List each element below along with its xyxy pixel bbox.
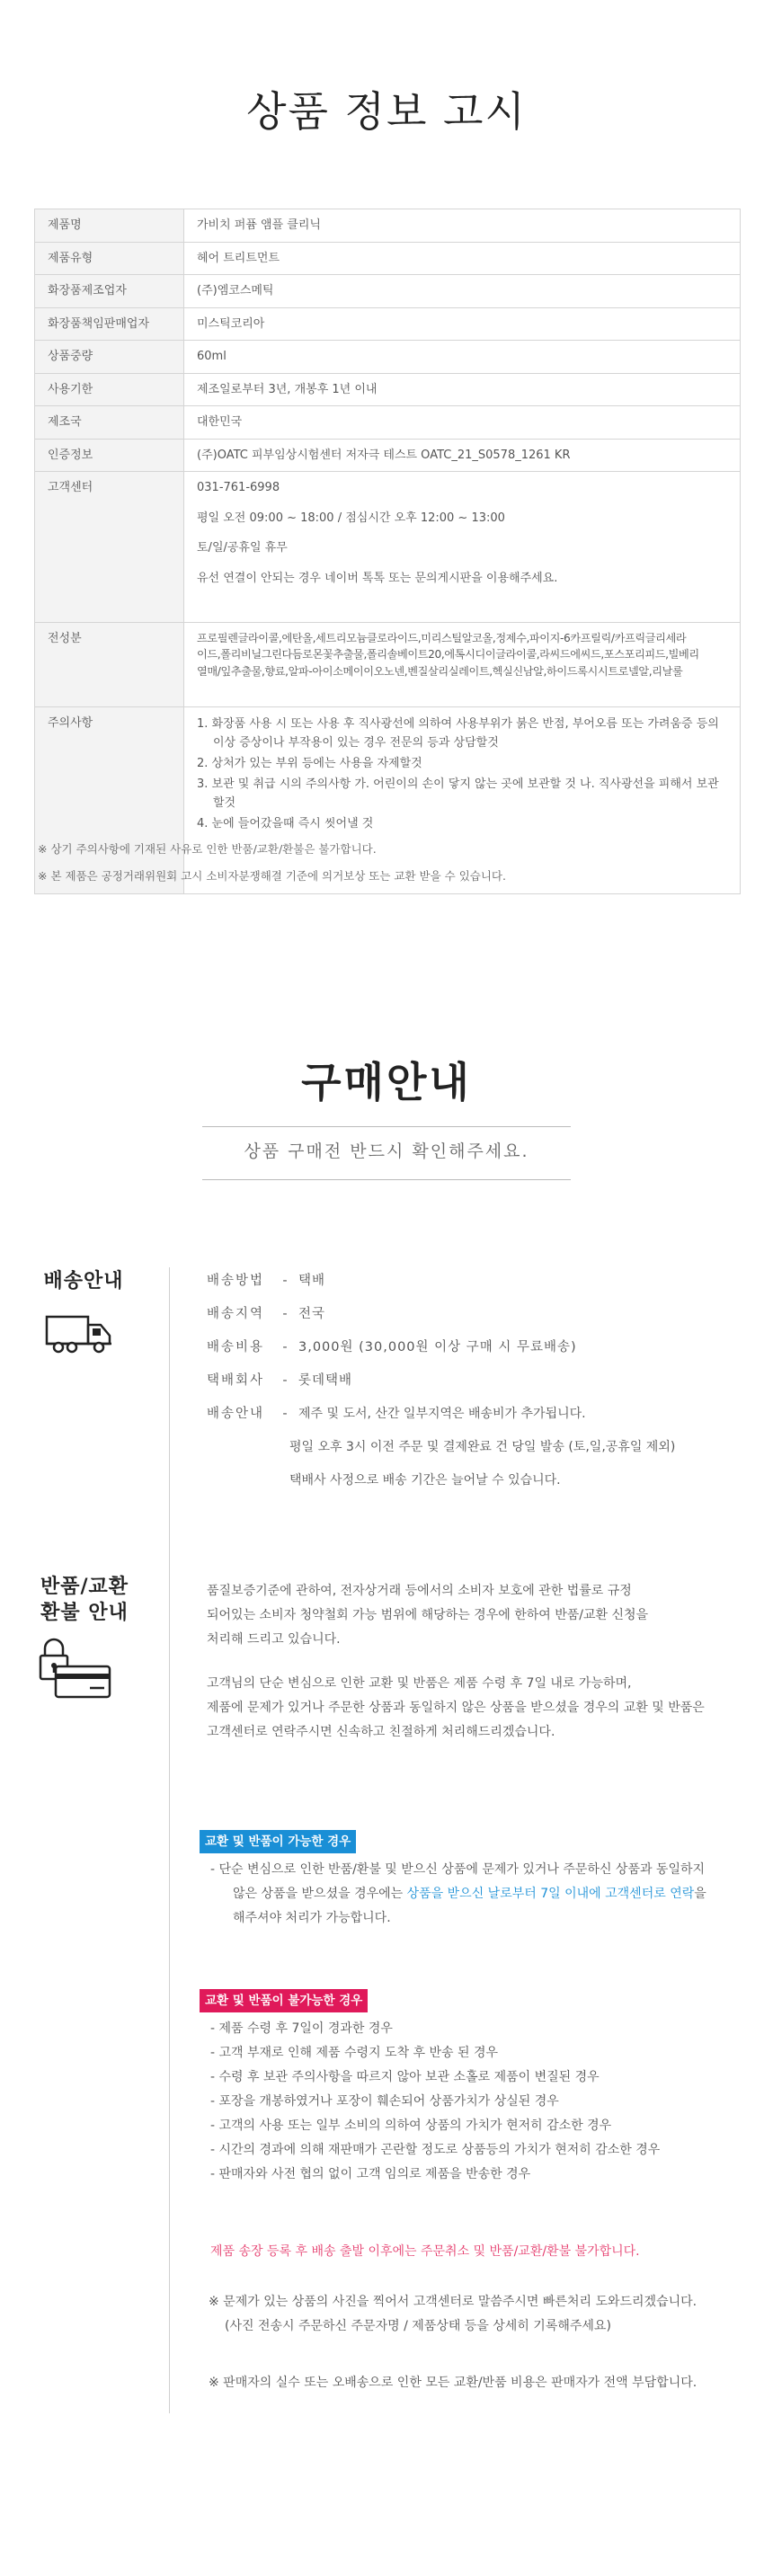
separator: -	[282, 1373, 288, 1388]
lock-card-icon	[38, 1636, 113, 1706]
returns-line: 품질보증기준에 관하여, 전자상거래 등에서의 소비자 보호에 관한 법률로 규정	[207, 1584, 632, 1598]
separator: -	[282, 1407, 288, 1421]
note-line: ※ 상기 주의사항에 기재된 사유로 인한 반품/교환/환불은 불가합니다.	[38, 842, 377, 856]
row-value: 가비치 퍼퓸 앰플 클리닉	[184, 209, 741, 243]
row-key: 전성분	[35, 623, 184, 707]
highlight-text: 상품을 받으신 날로부터 7일 이내에 고객센터로 연락	[406, 1887, 695, 1901]
separator: -	[282, 1307, 288, 1321]
table-row	[35, 242, 741, 275]
list-item: - 제품 수령 후 7일이 경과한 경우	[210, 2021, 393, 2036]
list-item: 해주셔야 처리가 가능합니다.	[233, 1911, 391, 1925]
row-value: 제조일로부터 3년, 개봉후 1년 이내	[184, 373, 741, 406]
returns-allowed	[200, 1830, 748, 1931]
returns-line: 처리해 드리고 있습니다.	[207, 1632, 341, 1647]
ingredients-text	[184, 623, 741, 707]
list-item: - 고객의 사용 또는 일부 소비의 의하여 상품의 가치가 현저히 감소한 경우	[210, 2119, 612, 2133]
ingredients-line: 열매/잎추출물,향료,알파-아이소메이이오노넨,벤질살리실레이트,헥실신남알,하이드록시시트로넬알,리날룰	[197, 664, 683, 678]
returns-line: 되어있는 소비자 청약철회 가능 범위에 해당하는 경우에 한하여 반품/교환 신청을	[207, 1608, 649, 1622]
shipping-row	[207, 1408, 675, 1441]
row-value: (주)엠코스메틱	[184, 275, 741, 308]
status-badge: 교환 및 반품이 불가능한 경우	[200, 1989, 368, 2012]
row-value: (주)OATC 피부임상시험센터 저자극 테스트 OATC_21_S0578_1261 KR	[184, 439, 741, 472]
row-key: 화장품제조업자	[35, 275, 184, 308]
shipping-value: 택배	[298, 1274, 326, 1288]
row-value: 60ml	[184, 341, 741, 374]
table-row	[35, 307, 741, 341]
list-item: - 시간의 경과에 의해 재판매가 곤란할 정도로 상품등의 가치가 현저히 감소한 경우	[210, 2143, 661, 2157]
row-key: 사용기한	[35, 373, 184, 406]
shipping-info	[207, 1275, 675, 1507]
row-key: 주의사항	[35, 707, 184, 894]
row-key: 인증정보	[35, 439, 184, 472]
purchase-title: 구매안내	[301, 1058, 472, 1106]
ingredients-line: 이드,폴리비닐그린다듬로몬꽃추출물,폴리솔베이트20,에톡시디이글라이콜,라씨드에씨드,포스포리피드,빌베리	[197, 648, 699, 662]
row-value: 대한민국	[184, 406, 741, 440]
row-key: 제조국	[35, 406, 184, 440]
table-row	[35, 439, 741, 472]
not-allowed-list	[200, 2017, 748, 2187]
shipping-row	[207, 1374, 675, 1408]
shipping-label: 배송안내	[207, 1407, 265, 1421]
returns-title-line: 반품/교환	[40, 1576, 129, 1598]
caution-item: 1. 화장품 사용 시 또는 사용 후 직사광선에 의하여 사용부위가 붉은 반점, 부어오름 또는 가려움증 등의 이상 증상이나 부작용이 있는 경우 전문의 등과 상담할것	[197, 717, 719, 751]
row-key: 제품유형	[35, 242, 184, 275]
caution-item: 2. 상처가 있는 부위 등에는 사용을 자제할것	[197, 757, 422, 771]
customer-center-info	[184, 472, 741, 623]
list-item: - 수령 후 보관 주의사항을 따르지 않아 보관 소홀로 제품이 변질된 경우	[210, 2070, 600, 2084]
purchase-subtitle: 상품 구매전 반드시 확인해주세요.	[244, 1141, 529, 1161]
text-span: 을	[694, 1887, 706, 1901]
separator: -	[282, 1274, 288, 1288]
page-title: 상품 정보 고시	[246, 87, 527, 136]
list-item	[210, 1882, 748, 1906]
allowed-list	[200, 1858, 748, 1931]
returns-line: 제품에 문제가 있거나 주문한 상품과 동일하지 않은 상품을 받으셨을 경우의 교환 및 반품은	[207, 1701, 705, 1715]
shipping-label: 배송비용	[207, 1340, 265, 1355]
footnote: ※ 판매자의 실수 또는 오배송으로 인한 모든 교환/반품 비용은 판매자가 전액 부담합니다.	[209, 2376, 697, 2390]
list-item: - 고객 부재로 인해 제품 수령지 도착 후 반송 된 경우	[210, 2046, 499, 2060]
caution-item: 4. 눈에 들어갔을때 즉시 씻어낼 것	[197, 817, 374, 831]
returns-line: 고객센터로 연락주시면 신속하고 친절하게 처리해드리겠습니다.	[207, 1725, 555, 1739]
text-span: 않은 상품을 받으셨을 경우에는	[233, 1887, 407, 1901]
returns-paragraph	[207, 1579, 746, 1652]
row-value: 미스틱코리아	[184, 307, 741, 341]
shipping-row	[207, 1341, 675, 1374]
returns-title-line: 환불 안내	[40, 1601, 129, 1624]
status-badge: 교환 및 반품이 가능한 경우	[200, 1830, 356, 1853]
table-row	[35, 341, 741, 374]
divider	[202, 1179, 571, 1180]
shipping-label: 택배회사	[207, 1373, 265, 1388]
ingredients-line: 프로필렌글라이콜,에탄올,세트리모늄클로라이드,미리스틸알코올,정제수,파이지-6카프릴릭/카프릭글리세라	[197, 632, 687, 644]
product-info-table	[34, 209, 741, 894]
list-item: - 포장을 개봉하였거나 포장이 훼손되어 상품가치가 상실된 경우	[210, 2094, 559, 2109]
list-item: - 판매자와 사전 협의 없이 고객 임의로 제품을 반송한 경우	[210, 2167, 531, 2181]
table-row	[35, 209, 741, 243]
list-item: - 단순 변심으로 인한 반품/환불 및 받으신 상품에 문제가 있거나 주문하신 상품과 동일하지	[210, 1862, 706, 1877]
cs-phone: 031-761-6998	[197, 481, 280, 494]
cs-hours: 평일 오전 09:00 ~ 18:00 / 점심시간 오후 12:00 ~ 13:00	[197, 511, 505, 525]
returns-text	[207, 1579, 746, 1745]
footnote	[209, 2290, 697, 2339]
shipping-value: 3,000원 (30,000원 이상 구매 시 무료배송)	[298, 1340, 577, 1355]
note-line: ※ 본 제품은 공정거래위원회 고시 소비자분쟁해결 기준에 의거보상 또는 교환 받을 수 있습니다.	[38, 869, 506, 883]
shipping-title: 배송안내	[43, 1270, 124, 1292]
info-notes	[38, 836, 506, 890]
row-key: 제품명	[35, 209, 184, 243]
footnote-line: ※ 문제가 있는 상품의 사진을 찍어서 고객센터로 말씀주시면 빠른처리 도와드리겠습니다.	[209, 2295, 697, 2309]
returns-line: 고객님의 단순 변심으로 인한 교환 및 반품은 제품 수령 후 7일 내로 가능하며,	[207, 1676, 632, 1691]
row-key: 화장품책임판매업자	[35, 307, 184, 341]
shipping-label: 배송지역	[207, 1307, 265, 1321]
separator: -	[282, 1340, 288, 1355]
table-row-customer-center	[35, 472, 741, 623]
table-row	[35, 275, 741, 308]
table-row	[35, 373, 741, 406]
shipping-value: 제주 및 도서, 산간 일부지역은 배송비가 추가됩니다.	[298, 1407, 586, 1421]
divider	[202, 1126, 571, 1127]
table-row-ingredients	[35, 623, 741, 707]
shipping-extra: 평일 오후 3시 이전 주문 및 결제완료 건 당일 발송 (토,일,공휴일 제외)	[289, 1440, 676, 1454]
row-value: 헤어 트리트먼트	[184, 242, 741, 275]
cs-holiday: 토/일/공휴일 휴무	[197, 541, 288, 555]
divider	[169, 1267, 170, 2413]
truck-icon	[45, 1314, 115, 1359]
footnote-line: (사진 전송시 주문하신 주문자명 / 제품상태 등을 상세히 기록해주세요)	[225, 2319, 611, 2333]
shipping-value: 전국	[298, 1307, 326, 1321]
row-key: 상품중량	[35, 341, 184, 374]
returns-title	[27, 1575, 142, 1626]
warning-text: 제품 송장 등록 후 배송 출발 이후에는 주문취소 및 반품/교환/환불 불가합니다.	[210, 2244, 640, 2259]
shipping-row	[207, 1308, 675, 1341]
returns-not-allowed	[200, 1989, 748, 2187]
returns-paragraph	[207, 1672, 746, 1745]
caution-item: 3. 보관 및 취급 시의 주의사항 가. 어린이의 손이 닿지 않는 곳에 보관할 것 나. 직사광선을 피해서 보관할것	[197, 777, 719, 811]
shipping-extra: 택배사 사정으로 배송 기간은 늘어날 수 있습니다.	[289, 1473, 561, 1488]
shipping-value: 롯데택배	[298, 1373, 353, 1388]
shipping-row	[207, 1275, 675, 1308]
row-key: 고객센터	[35, 472, 184, 623]
shipping-label: 배송방법	[207, 1274, 265, 1288]
table-row	[35, 406, 741, 440]
cs-note: 유선 연결이 안되는 경우 네이버 톡톡 또는 문의게시판을 이용해주세요.	[197, 571, 558, 585]
